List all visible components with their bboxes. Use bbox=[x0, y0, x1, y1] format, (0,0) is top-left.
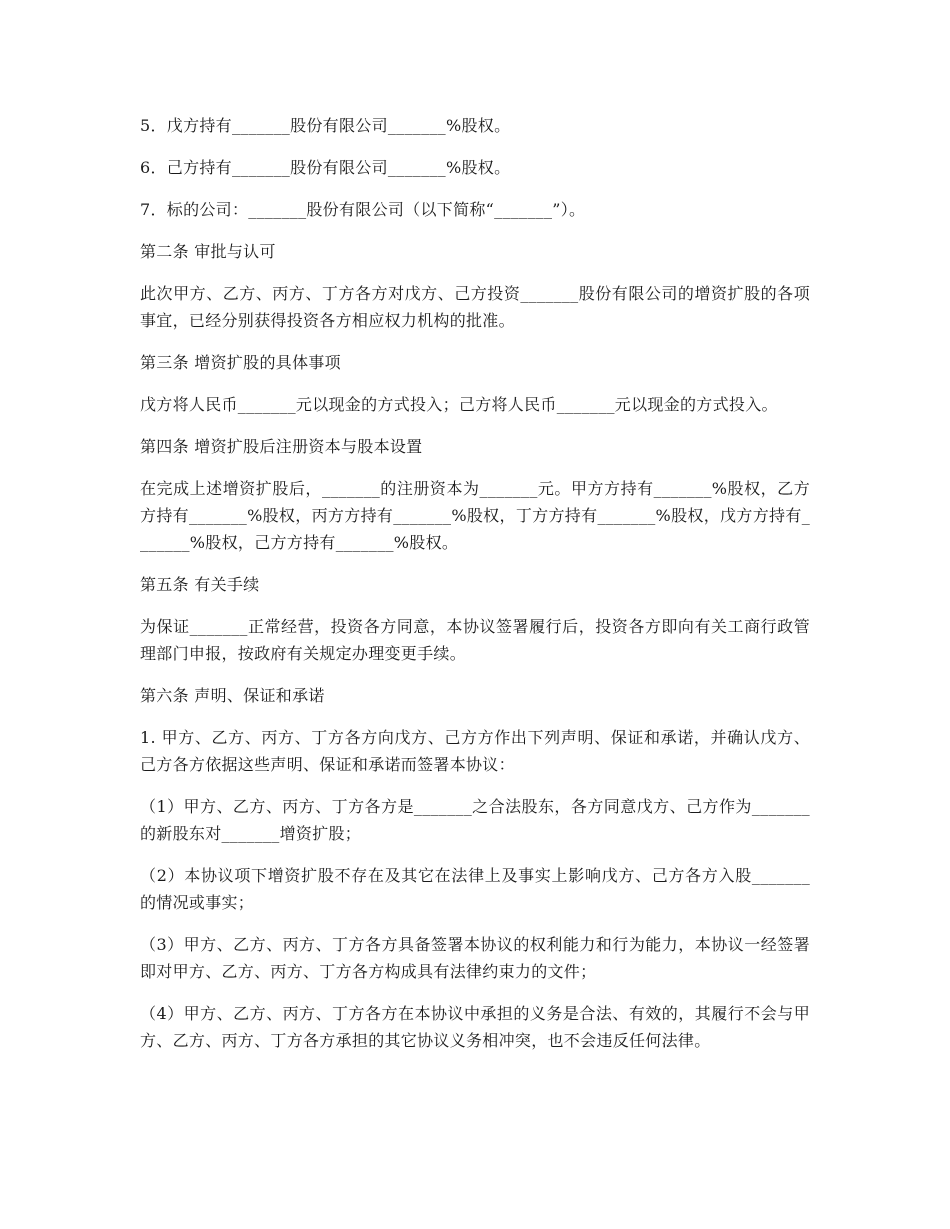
list-item-7: 7．标的公司：_______股份有限公司（以下简称“_______”）。 bbox=[140, 200, 586, 219]
list-item-6: 6．己方持有_______股份有限公司_______%股权。 bbox=[140, 158, 511, 177]
section-heading-4: 第四条 增资扩股后注册资本与股本设置 bbox=[140, 437, 423, 456]
section-heading-3: 第三条 增资扩股的具体事项 bbox=[140, 353, 341, 372]
section-6-clause-3: （3）甲方、乙方、丙方、丁方各方具备签署本协议的权利能力和行为能力，本协议一经签署即对甲方、乙方、丙方、丁方各方构成具有法律约束力的文件； bbox=[140, 935, 810, 981]
section-6-clause-4: （4）甲方、乙方、丙方、丁方各方在本协议中承担的义务是合法、有效的，其履行不会与甲方、乙方、丙方、丁方各方承担的其它协议义务相冲突，也不会违反任何法律。 bbox=[140, 1004, 810, 1050]
section-6-paragraph-1: 1. 甲方、乙方、丙方、丁方各方向戊方、己方方作出下列声明、保证和承诺，并确认戊方、己方各方依据这些声明、保证和承诺而签署本协议： bbox=[140, 728, 810, 774]
section-heading-2: 第二条 审批与认可 bbox=[140, 242, 276, 261]
document-body bbox=[140, 112, 810, 1069]
section-4-paragraph: 在完成上述增资扩股后，_______的注册资本为_______元。甲方方持有_______%股权，乙方方持有_______%股权，丙方方持有_______%股权，丁方方持有_______%股权，戊方方持有_______%股权，己方方持有_______%股权。 bbox=[140, 479, 810, 552]
section-5-paragraph: 为保证_______正常经营，投资各方同意，本协议签署履行后，投资各方即向有关工商行政管理部门申报，按政府有关规定办理变更手续。 bbox=[140, 617, 810, 663]
section-6-clause-2: （2）本协议项下增资扩股不存在及其它在法律上及事实上影响戊方、己方各方入股_______的情况或事实； bbox=[140, 866, 810, 912]
section-heading-5: 第五条 有关手续 bbox=[140, 575, 260, 594]
section-heading-6: 第六条 声明、保证和承诺 bbox=[140, 686, 325, 705]
section-3-paragraph: 戊方将人民币_______元以现金的方式投入；己方将人民币_______元以现金的方式投入。 bbox=[140, 395, 778, 414]
section-2-paragraph: 此次甲方、乙方、丙方、丁方各方对戊方、己方投资_______股份有限公司的增资扩股的各项事宜，已经分别获得投资各方相应权力机构的批准。 bbox=[140, 284, 810, 330]
section-6-clause-1: （1）甲方、乙方、丙方、丁方各方是_______之合法股东，各方同意戊方、己方作为_______的新股东对_______增资扩股； bbox=[140, 797, 810, 843]
list-item-5: 5．戊方持有_______股份有限公司_______%股权。 bbox=[140, 116, 511, 135]
